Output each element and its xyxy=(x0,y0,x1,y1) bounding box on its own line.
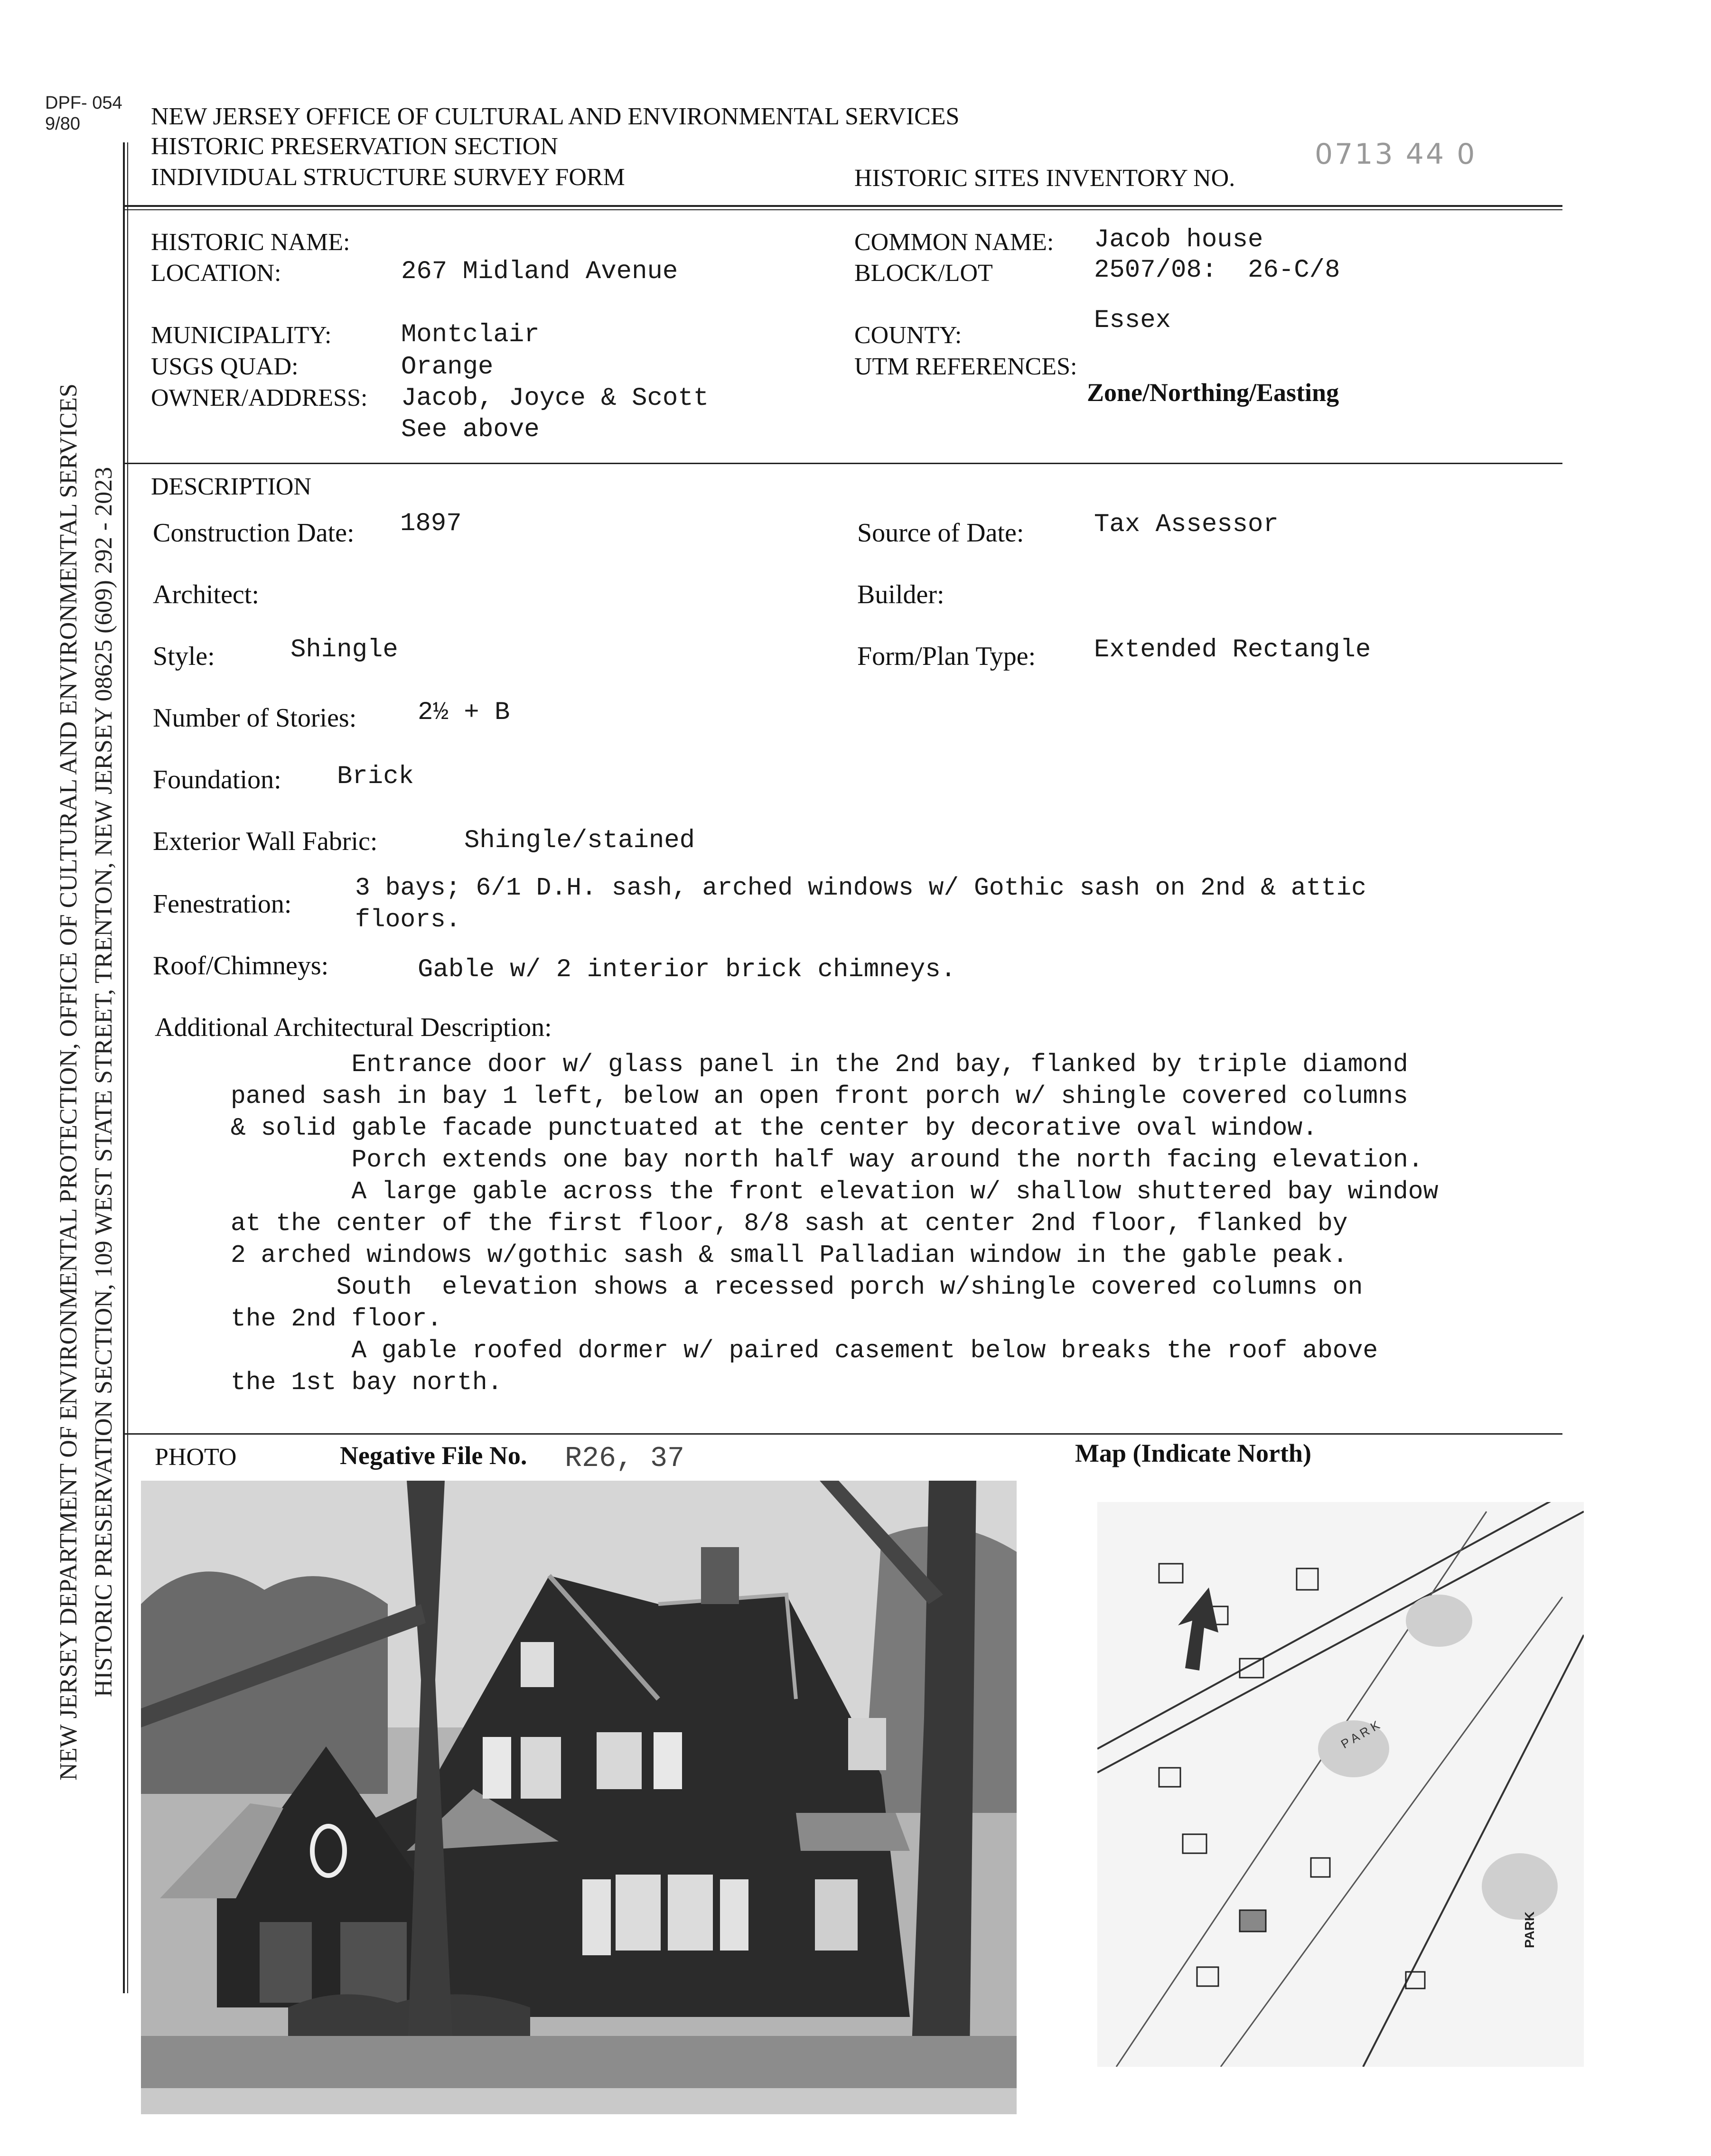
stories-value: 2½ + B xyxy=(418,698,510,727)
county-label: COUNTY: xyxy=(854,322,962,349)
county-value: Essex xyxy=(1094,306,1171,335)
historic-name-label: HISTORIC NAME: xyxy=(151,229,350,256)
form-plan-label: Form/Plan Type: xyxy=(857,642,1036,671)
side-address-text xyxy=(51,356,122,1808)
additional-paragraph-porch: Porch extends one bay north half way around the north facing elevation. xyxy=(231,1146,1423,1174)
construction-date-value: 1897 xyxy=(400,509,462,538)
fenestration-label: Fenestration: xyxy=(153,889,292,919)
location-label: LOCATION: xyxy=(151,260,281,287)
form-code-date: 9/80 xyxy=(45,114,80,134)
owner-label: OWNER/ADDRESS: xyxy=(151,384,368,411)
owner-value: Jacob, Joyce & Scott xyxy=(401,384,709,413)
construction-date-label: Construction Date: xyxy=(153,518,355,548)
usgs-quad-label: USGS QUAD: xyxy=(151,353,299,380)
map-label: Map (Indicate North) xyxy=(1075,1439,1311,1467)
stories-label: Number of Stories: xyxy=(153,703,357,733)
wall-fabric-value: Shingle/stained xyxy=(464,826,695,855)
location-value: 267 Midland Avenue xyxy=(401,257,678,286)
identification-rule xyxy=(124,463,1562,464)
header-office: NEW JERSEY OFFICE OF CULTURAL AND ENVIRONMENTAL SERVICES xyxy=(151,103,960,130)
municipality-value: Montclair xyxy=(401,320,540,349)
side-text-department: NEW JERSEY DEPARTMENT OF ENVIRONMENTAL PROTECTION, OFFICE OF CULTURAL AND ENVIRONMENTAL SERVICES xyxy=(55,383,82,1781)
common-name-value: Jacob house xyxy=(1094,225,1263,254)
inventory-number: 0713 44 0 xyxy=(1315,138,1477,171)
source-date-value: Tax Assessor xyxy=(1094,510,1279,539)
municipality-label: MUNICIPALITY: xyxy=(151,322,332,349)
roof-chimneys-value: Gable w/ 2 interior brick chimneys. xyxy=(418,955,956,984)
usgs-quad-value: Orange xyxy=(401,353,494,382)
fenestration-value-line1: 3 bays; 6/1 D.H. sash, arched windows w/ Gothic sash on 2nd & attic xyxy=(355,874,1366,902)
additional-paragraph-entrance: Entrance door w/ glass panel in the 2nd bay, flanked by triple diamond paned sash in bay 1 left, below an open front porch w/ shingle covered columns & solid gable facade punctuated at the center by decorative oval window. xyxy=(231,1050,1408,1142)
negative-file-label: Negative File No. xyxy=(340,1441,527,1470)
photo-label: PHOTO xyxy=(155,1444,237,1471)
negative-file-number: R26, 37 xyxy=(565,1443,685,1475)
utm-label: UTM REFERENCES: xyxy=(854,353,1077,380)
roof-chimneys-label: Roof/Chimneys: xyxy=(153,951,329,980)
map-park-label: PARK xyxy=(1522,1911,1537,1948)
header-section: HISTORIC PRESERVATION SECTION xyxy=(151,133,558,160)
location-map xyxy=(1097,1502,1584,2067)
description-heading: DESCRIPTION xyxy=(151,473,312,500)
wall-fabric-label: Exterior Wall Fabric: xyxy=(153,827,378,856)
photo-section-rule xyxy=(124,1433,1562,1435)
additional-paragraph-gable: A large gable across the front elevation w/ shallow shuttered bay window at the center of the first floor, 8/8 sash at center 2nd floor, flanked by 2 arched windows w/gothic sash & small Palladian window in the gable peak. xyxy=(231,1177,1439,1269)
form-plan-value: Extended Rectangle xyxy=(1094,635,1371,664)
house-photograph xyxy=(141,1481,1017,2114)
style-label: Style: xyxy=(153,642,215,671)
architect-label: Architect: xyxy=(153,580,259,609)
header-rule xyxy=(124,205,1562,207)
utm-subheading: Zone/Northing/Easting xyxy=(1087,378,1339,407)
header-form-title: INDIVIDUAL STRUCTURE SURVEY FORM xyxy=(151,164,625,191)
foundation-label: Foundation: xyxy=(153,765,281,794)
block-lot-label: BLOCK/LOT xyxy=(854,260,993,287)
header-rule-second xyxy=(124,209,1562,210)
foundation-value: Brick xyxy=(337,762,414,791)
block-lot-value: 2507/08: 26-C/8 xyxy=(1094,256,1340,285)
left-margin-rule xyxy=(123,142,125,1993)
style-value: Shingle xyxy=(290,635,398,664)
builder-label: Builder: xyxy=(857,580,944,609)
additional-paragraph-dormer: A gable roofed dormer w/ paired casement below breaks the roof above the 1st bay north. xyxy=(231,1336,1378,1397)
source-date-label: Source of Date: xyxy=(857,518,1024,548)
additional-description-label: Additional Architectural Description: xyxy=(155,1013,552,1042)
map-park-road-label: P A R K xyxy=(1338,1717,1383,1752)
inventory-label: HISTORIC SITES INVENTORY NO. xyxy=(854,165,1235,192)
form-code-number: DPF- 054 xyxy=(45,93,122,113)
additional-paragraph-south: South elevation shows a recessed porch w/shingle covered columns on the 2nd floor. xyxy=(231,1273,1363,1333)
side-text-address: HISTORIC PRESERVATION SECTION, 109 WEST STATE STREET, TRENTON, NEW JERSEY 08625 (609) 292 - 2023 xyxy=(90,467,117,1698)
common-name-label: COMMON NAME: xyxy=(854,229,1054,256)
form-code xyxy=(45,93,122,134)
fenestration-value-line2: floors. xyxy=(355,905,461,934)
additional-description-body xyxy=(231,1049,1438,1399)
owner-address-value: See above xyxy=(401,415,540,444)
left-margin-rule-inner xyxy=(127,142,128,1993)
